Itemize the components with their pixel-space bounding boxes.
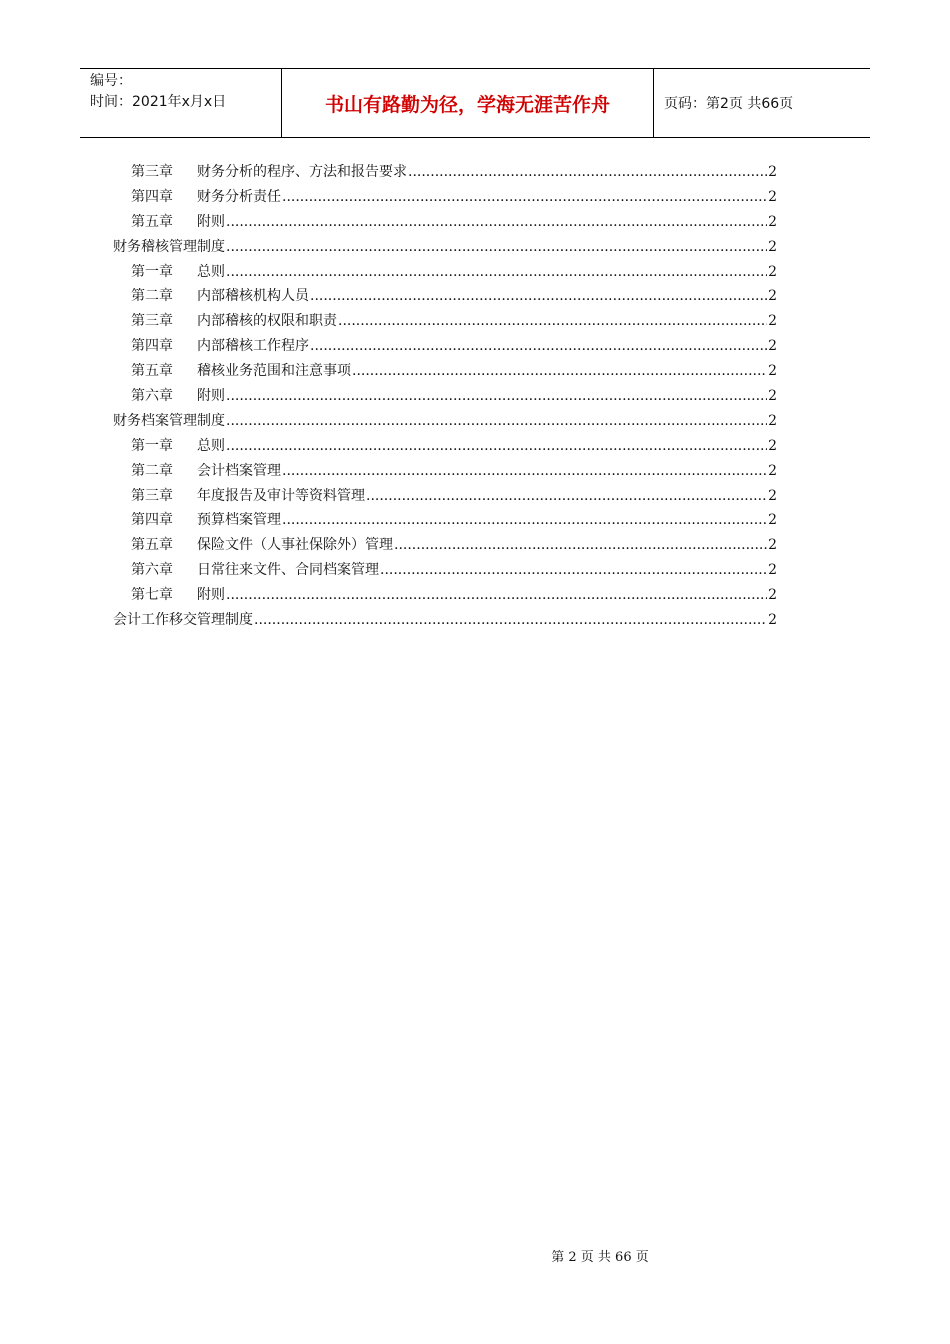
toc-chapter-number: 第二章 (131, 288, 173, 305)
toc-chapter-number: 第三章 (131, 313, 173, 330)
toc-page-number: 2 (768, 188, 777, 205)
toc-page-number: 2 (768, 213, 777, 230)
toc-title: 财务稽核管理制度 (113, 238, 225, 255)
toc-page-number: 2 (768, 462, 777, 479)
page-footer: 第 2 页 共 66 页 (551, 1250, 649, 1265)
toc-entry[interactable] (113, 185, 777, 210)
toc-dot-leader (226, 260, 767, 285)
toc-entry[interactable] (113, 508, 777, 533)
toc-page-number: 2 (768, 388, 777, 405)
toc-page-number: 2 (768, 612, 777, 629)
toc-dot-leader (226, 409, 767, 434)
toc-chapter-number: 第四章 (131, 188, 173, 205)
toc-dot-leader (282, 508, 767, 533)
toc-entry[interactable] (113, 459, 777, 484)
toc-page-number: 2 (768, 537, 777, 554)
toc-title: 预算档案管理 (197, 512, 281, 529)
toc-chapter-number: 第一章 (131, 263, 173, 280)
toc-dot-leader (366, 484, 767, 509)
toc-title: 财务分析的程序、方法和报告要求 (197, 164, 407, 180)
toc-page-number: 2 (768, 238, 777, 255)
toc-entry[interactable] (113, 558, 777, 583)
toc-title: 财务分析责任 (197, 188, 281, 205)
toc-entry[interactable] (113, 309, 777, 334)
toc-title: 总则 (197, 437, 225, 454)
toc-page-number: 2 (768, 412, 777, 429)
toc-chapter-number: 第五章 (131, 537, 173, 554)
toc-dot-leader (226, 235, 767, 260)
toc-title: 会计档案管理 (197, 462, 281, 479)
toc-dot-leader (282, 459, 767, 484)
header-number-label: 编号： (90, 73, 132, 89)
toc-chapter-number: 第四章 (131, 338, 173, 355)
toc-chapter-number: 第三章 (131, 487, 173, 504)
toc-page-number: 2 (768, 338, 777, 355)
toc-entry[interactable] (113, 210, 777, 235)
toc-page-number: 2 (768, 512, 777, 529)
toc-page-number: 2 (768, 288, 777, 305)
toc-chapter-number: 第五章 (131, 363, 173, 380)
toc-dot-leader (310, 334, 767, 359)
toc-dot-leader (226, 384, 767, 409)
toc-dot-leader (394, 533, 767, 558)
toc-entry[interactable] (113, 384, 777, 409)
toc-title: 内部稽核工作程序 (197, 338, 309, 355)
toc-entry[interactable] (113, 359, 777, 384)
toc-title: 会计工作移交管理制度 (113, 612, 253, 629)
toc-dot-leader (352, 359, 767, 384)
toc-title: 年度报告及审计等资料管理 (197, 487, 365, 504)
toc-chapter-number: 第六章 (131, 562, 173, 579)
toc-entry[interactable] (113, 334, 777, 359)
toc-dot-leader (226, 210, 767, 235)
toc-page-number: 2 (768, 363, 777, 380)
toc-page-number: 2 (768, 437, 777, 454)
toc-dot-leader (380, 558, 767, 583)
toc-title: 附则 (197, 587, 225, 604)
toc-page-number: 2 (768, 263, 777, 280)
toc-entry[interactable] (113, 160, 777, 185)
header-meta (80, 69, 282, 137)
toc-dot-leader (310, 284, 767, 309)
toc-entry[interactable] (113, 260, 777, 285)
toc-chapter-number: 第五章 (131, 213, 173, 230)
toc-entry[interactable] (113, 235, 777, 260)
toc-title: 附则 (197, 388, 225, 405)
toc-title: 内部稽核的权限和职责 (197, 313, 337, 330)
toc-chapter-number: 第七章 (131, 587, 173, 604)
toc-dot-leader (408, 160, 767, 185)
toc-entry[interactable] (113, 484, 777, 509)
toc-title: 内部稽核机构人员 (197, 288, 309, 305)
toc-title: 财务档案管理制度 (113, 412, 225, 429)
toc-title: 稽核业务范围和注意事项 (197, 363, 351, 380)
table-of-contents (113, 160, 777, 633)
toc-page-number: 2 (768, 562, 777, 579)
toc-entry[interactable] (113, 284, 777, 309)
toc-entry[interactable] (113, 409, 777, 434)
toc-chapter-number: 第三章 (131, 164, 173, 180)
toc-entry[interactable] (113, 583, 777, 608)
toc-title: 日常往来文件、合同档案管理 (197, 562, 379, 579)
toc-title: 总则 (197, 263, 225, 280)
toc-page-number: 2 (768, 487, 777, 504)
header-motto: 书山有路勤为径，学海无涯苦作舟 (282, 69, 654, 137)
toc-chapter-number: 第一章 (131, 437, 173, 454)
toc-entry[interactable] (113, 533, 777, 558)
toc-title: 附则 (197, 213, 225, 230)
header-time-label: 时间：2021年x月x日 (90, 94, 227, 110)
header-page-info: 页码：第2页 共66页 (664, 96, 794, 112)
toc-entry[interactable] (113, 434, 777, 459)
toc-page-number: 2 (768, 587, 777, 604)
toc-dot-leader (254, 608, 767, 633)
toc-dot-leader (226, 583, 767, 608)
page-header (80, 68, 870, 138)
toc-page-number: 2 (768, 164, 777, 180)
toc-dot-leader (226, 434, 767, 459)
toc-chapter-number: 第四章 (131, 512, 173, 529)
toc-dot-leader (338, 309, 767, 334)
toc-chapter-number: 第六章 (131, 388, 173, 405)
toc-title: 保险文件（人事社保除外）管理 (197, 537, 393, 554)
toc-entry[interactable] (113, 608, 777, 633)
toc-page-number: 2 (768, 313, 777, 330)
toc-dot-leader (282, 185, 767, 210)
toc-chapter-number: 第二章 (131, 462, 173, 479)
